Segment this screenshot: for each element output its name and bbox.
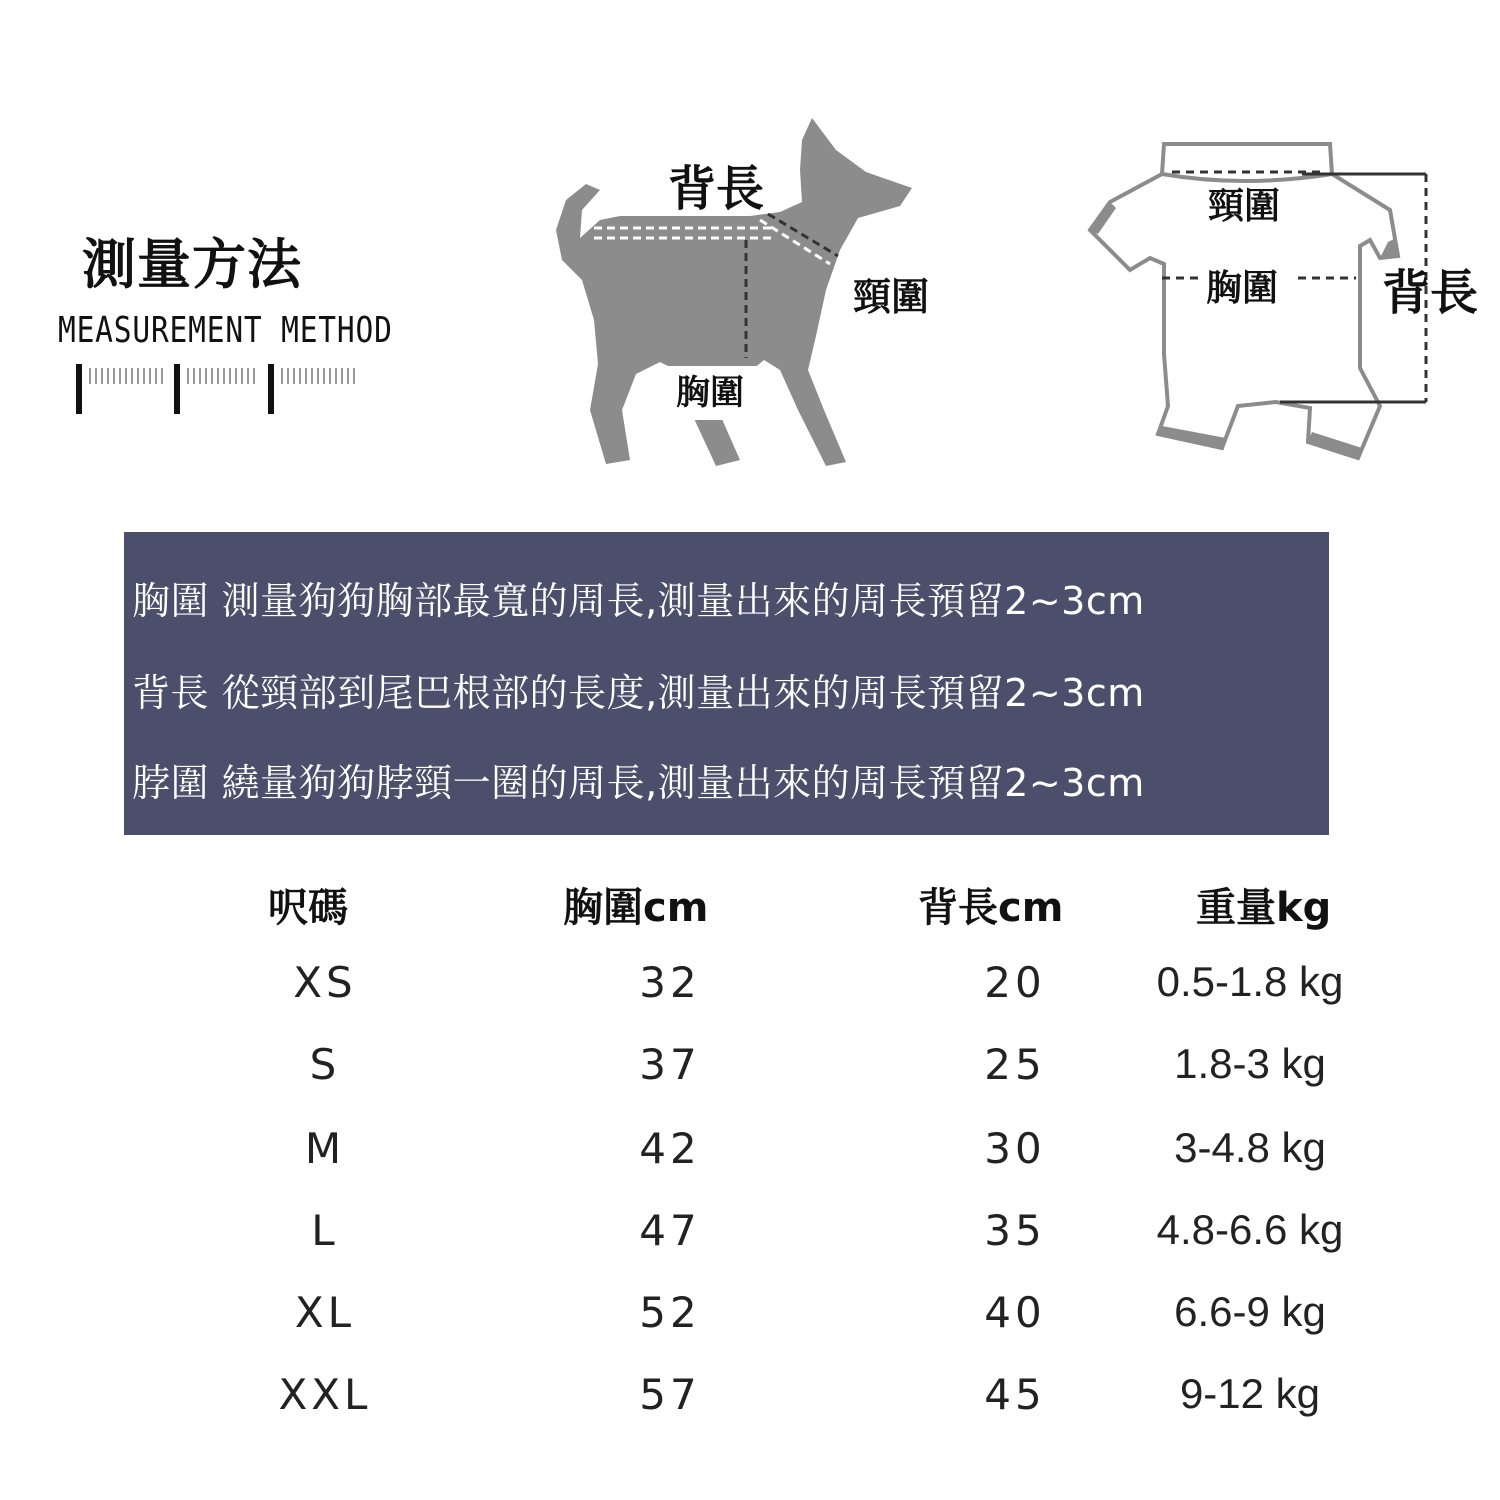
chest-cell: 47 xyxy=(639,1206,701,1255)
weight-cell: 1.8-3 kg xyxy=(1174,1040,1326,1087)
table-row xyxy=(0,1040,1500,1122)
weight-cell: 9-12 kg xyxy=(1179,1370,1321,1417)
shirt-back-length-label: 背長 xyxy=(1382,265,1479,321)
weight-cell: 3-4.8 kg xyxy=(1174,1124,1326,1171)
table-row xyxy=(0,1288,1500,1370)
size-table-header-size: 呎碼 xyxy=(268,885,348,931)
weight-cell: 6.6-9 kg xyxy=(1174,1288,1326,1335)
instruction-chest: 胸圍 測量狗狗胸部最寬的周長,測量出來的周長預留2~3cm xyxy=(132,579,1145,623)
table-row xyxy=(0,958,1500,1040)
method-subtitle: MEASUREMENT METHOD xyxy=(58,310,393,351)
weight-cell: 4.8-6.6 kg xyxy=(1156,1206,1344,1253)
size-cell: L xyxy=(311,1206,339,1255)
dog-chest-label: 胸圍 xyxy=(654,366,766,420)
chest-cell: 52 xyxy=(639,1288,701,1337)
weight-cell: 0.5-1.8 kg xyxy=(1156,958,1344,1005)
size-table-header-back: 背長cm xyxy=(918,885,1064,931)
chest-cell: 32 xyxy=(639,958,701,1007)
size-cell: XS xyxy=(293,958,357,1007)
dog-neck-label: 頸圍 xyxy=(853,275,930,319)
chest-cell: 57 xyxy=(639,1370,701,1419)
measurement-instructions-box xyxy=(124,532,1329,835)
back-cell: 35 xyxy=(984,1206,1046,1255)
back-cell: 20 xyxy=(984,958,1046,1007)
size-cell: M xyxy=(304,1124,346,1173)
table-row xyxy=(0,1124,1500,1206)
chest-cell: 42 xyxy=(639,1124,701,1173)
size-cell: XL xyxy=(294,1288,356,1337)
back-cell: 40 xyxy=(984,1288,1046,1337)
back-cell: 45 xyxy=(984,1370,1046,1419)
shirt-chest-label: 胸圍 xyxy=(1206,268,1279,309)
size-table-header-weight: 重量kg xyxy=(1196,885,1332,931)
back-cell: 30 xyxy=(984,1124,1046,1173)
instruction-neck: 脖圍 繞量狗狗脖頸一圈的周長,測量出來的周長預留2~3cm xyxy=(132,761,1145,805)
shirt-neck-label: 頸圍 xyxy=(1208,186,1281,227)
method-title: 測量方法 xyxy=(82,233,302,296)
instruction-back: 背長 從頸部到尾巴根部的長度,測量出來的周長預留2~3cm xyxy=(132,671,1145,715)
back-cell: 25 xyxy=(984,1040,1046,1089)
chest-cell: 37 xyxy=(639,1040,701,1089)
dog-back-length-label: 背長 xyxy=(668,161,765,217)
size-cell: XXL xyxy=(278,1370,372,1419)
table-row xyxy=(0,1206,1500,1288)
table-row xyxy=(0,1370,1500,1452)
size-cell: S xyxy=(309,1040,341,1089)
ruler-icon xyxy=(76,358,366,418)
size-table-header-chest: 胸圍cm xyxy=(563,885,709,931)
